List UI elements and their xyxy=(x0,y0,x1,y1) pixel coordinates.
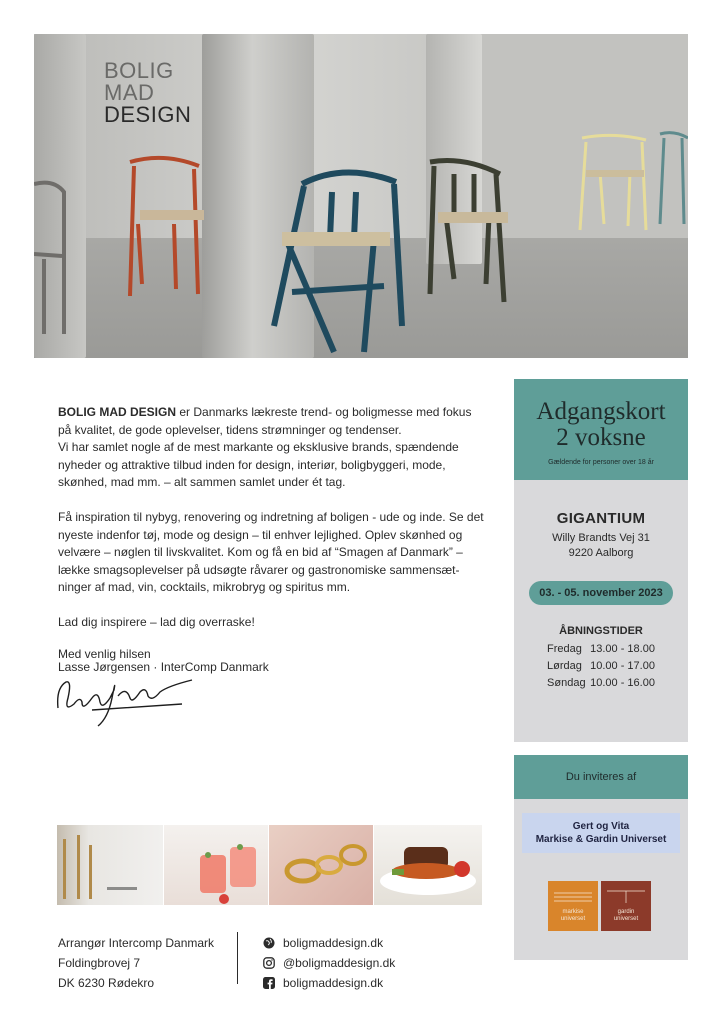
venue xyxy=(514,510,688,561)
instagram-link[interactable] xyxy=(263,953,395,973)
chair-blue-seat xyxy=(282,232,390,246)
contact-links xyxy=(263,933,395,993)
intro-paragraph-2: Få inspiration til nybyg, renovering og indretning af boligen - ude og inde. Se det nyeste indenfor tøj, mode og design – til enhver lejlighed. Oplev skønhed og velvære – nøglen til livskvalitet. Kom og få en bid af “Smagen af Danmark” – lække smagsoplevelser på udsøgte råvarer og gastronomiske sammensæt-ninger af mad, vin, cocktails, mikrobryg og spiritus mm. xyxy=(58,510,484,594)
venue-address-line-2: 9220 Aalborg xyxy=(568,547,634,559)
intro-paragraph-1-rest: er Danmarks lækreste trend- og boligmesse med fokus på kvalitet, de gode oplevelser, tidens strømninger og tendenser. xyxy=(58,405,472,437)
photo-cocktails xyxy=(164,825,268,905)
hours-day: Lørdag xyxy=(547,660,582,672)
closing-sender: Lasse Jørgensen · InterComp Danmark xyxy=(58,660,269,674)
organizer-info xyxy=(58,933,214,993)
hours-row xyxy=(514,658,688,675)
chair-yellow xyxy=(580,135,646,230)
markise-label-line-2: universet xyxy=(560,916,586,922)
hours-time: 10.00 - 17.00 xyxy=(590,660,655,672)
opening-hours-title: ÅBNINGSTIDER xyxy=(559,625,643,637)
markise-lines-icon xyxy=(548,889,598,909)
logo-line-1: BOLIG xyxy=(104,58,174,83)
candle-holders-illustration xyxy=(57,825,163,905)
venue-name: GIGANTIUM xyxy=(556,510,646,527)
invite-heading: Du inviteres af xyxy=(514,755,688,799)
gardin-rod-icon xyxy=(601,887,651,907)
intro-paragraph-1-line2: Vi har samlet nogle af de mest markante og eksklusive brands, spændende nyheder og attraktive tilbud inden for design, interiør, boligbyggeri, mode, skønhed, mad mm. – alt sammen samlet under ét tag. xyxy=(58,440,459,489)
ticket-title-line-1: Adgangskort xyxy=(536,398,666,425)
plated-food-illustration xyxy=(374,825,482,905)
ticket-title-line-2: 2 voksne xyxy=(556,424,646,451)
hours-row xyxy=(514,675,688,692)
chair-olive xyxy=(430,161,504,303)
facebook-icon xyxy=(263,977,275,989)
signature xyxy=(52,668,202,730)
logo-line-3: DESIGN xyxy=(104,102,192,127)
invite-host-name: Gert og Vita xyxy=(572,821,630,832)
jewelry-illustration xyxy=(269,825,373,905)
markise-universet-logo xyxy=(548,881,598,931)
intro-paragraph-3: Lad dig inspirere – lad dig overraske! xyxy=(58,615,255,629)
chair-blue xyxy=(274,172,402,352)
markise-label xyxy=(548,909,598,923)
opening-hours xyxy=(514,625,688,692)
hours-row xyxy=(514,641,688,658)
organizer-street: Foldingbrovej 7 xyxy=(58,956,141,970)
photo-strip xyxy=(57,825,482,905)
intro-paragraph-1 xyxy=(58,404,488,492)
gardin-label-line-2: universet xyxy=(613,916,639,922)
website-text: boligmaddesign.dk xyxy=(283,936,384,950)
chair-red xyxy=(130,158,202,296)
hero-image xyxy=(34,34,688,358)
hours-day: Søndag xyxy=(547,677,586,689)
chair-yellow-seat xyxy=(586,170,644,177)
closing-greeting: Med venlig hilsen xyxy=(58,647,151,661)
admission-ticket xyxy=(514,379,688,742)
cocktails-illustration xyxy=(164,825,268,905)
photo-jewelry xyxy=(269,825,373,905)
organizer-name: Arrangør Intercomp Danmark xyxy=(58,936,215,950)
hours-time: 13.00 - 18.00 xyxy=(590,643,655,655)
invitation-panel xyxy=(514,755,688,960)
hours-day: Fredag xyxy=(547,643,582,655)
markise-label-line-1: markise xyxy=(562,909,584,915)
brand-name: BOLIG MAD DESIGN xyxy=(58,405,177,419)
footer-divider xyxy=(237,932,238,984)
website-link[interactable] xyxy=(263,933,395,953)
instagram-text: @boligmaddesign.dk xyxy=(283,956,396,970)
gardin-label-line-1: gardin xyxy=(617,909,635,915)
chair-teal xyxy=(660,133,688,224)
venue-address-line-1: Willy Brandts Vej 31 xyxy=(552,532,650,544)
chair-grey xyxy=(34,183,64,334)
invite-host-company: Markise & Gardin Universet xyxy=(535,834,667,845)
photo-food xyxy=(374,825,482,905)
gardin-universet-logo xyxy=(601,881,651,931)
facebook-text: boligmaddesign.dk xyxy=(283,976,384,990)
ticket-header xyxy=(514,379,688,480)
photo-interior xyxy=(57,825,163,905)
ticket-subtitle: Gældende for personer over 18 år xyxy=(548,459,654,466)
globe-icon xyxy=(263,937,275,949)
event-logo xyxy=(104,60,191,126)
chair-olive-seat xyxy=(438,212,508,223)
intro-text xyxy=(58,404,488,649)
invite-host xyxy=(522,813,680,853)
event-dates: 03. - 05. november 2023 xyxy=(529,581,673,605)
instagram-icon xyxy=(263,957,275,969)
logo-line-2: MAD xyxy=(104,80,155,105)
facebook-link[interactable] xyxy=(263,973,395,993)
gardin-label xyxy=(601,909,651,923)
organizer-city: DK 6230 Rødekro xyxy=(58,976,155,990)
chair-red-seat xyxy=(140,210,204,220)
hours-time: 10.00 - 16.00 xyxy=(590,677,655,689)
